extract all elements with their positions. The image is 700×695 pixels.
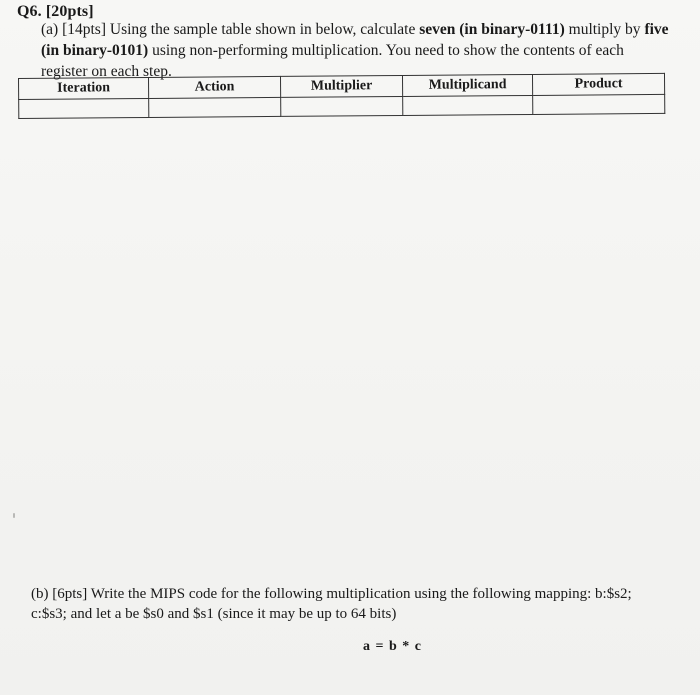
part-a-text-2: multiply by <box>568 21 641 38</box>
table-cell <box>403 95 533 115</box>
part-a-text <box>41 19 671 82</box>
mips-formula: a = b * c <box>363 639 421 654</box>
paper-mark <box>13 513 15 518</box>
part-b-text: (b) [6pts] Write the MIPS code for the following multiplication using the following mapping: b:$s2; c:$s3; and let a be $s0 and $s1 (since it may be up to 64 bits) <box>31 586 632 622</box>
header-multiplier: Multiplier <box>280 75 402 97</box>
part-a-label: (a) <box>41 21 59 38</box>
question-title: Q6. [20pts] <box>17 3 94 20</box>
table-row <box>19 94 665 118</box>
register-table <box>18 73 665 119</box>
header-multiplicand: Multiplicand <box>402 74 532 96</box>
part-a-text-3: using non-performing multiplication. You need to show the contents of each register on each step. <box>41 42 624 80</box>
table-cell <box>149 97 281 117</box>
table-cell <box>19 98 149 118</box>
header-action: Action <box>148 76 280 98</box>
table-cell <box>533 94 665 114</box>
part-a-points: [14pts] <box>62 21 106 38</box>
part-a-bold-seven: seven (in binary-0111) <box>419 21 565 38</box>
part-a-text-1: Using the sample table shown in below, calculate <box>109 21 416 38</box>
part-a-bold-five: five (in binary-0101) <box>41 21 669 59</box>
table-cell <box>281 96 403 116</box>
header-product: Product <box>532 73 664 95</box>
header-iteration: Iteration <box>19 77 149 99</box>
